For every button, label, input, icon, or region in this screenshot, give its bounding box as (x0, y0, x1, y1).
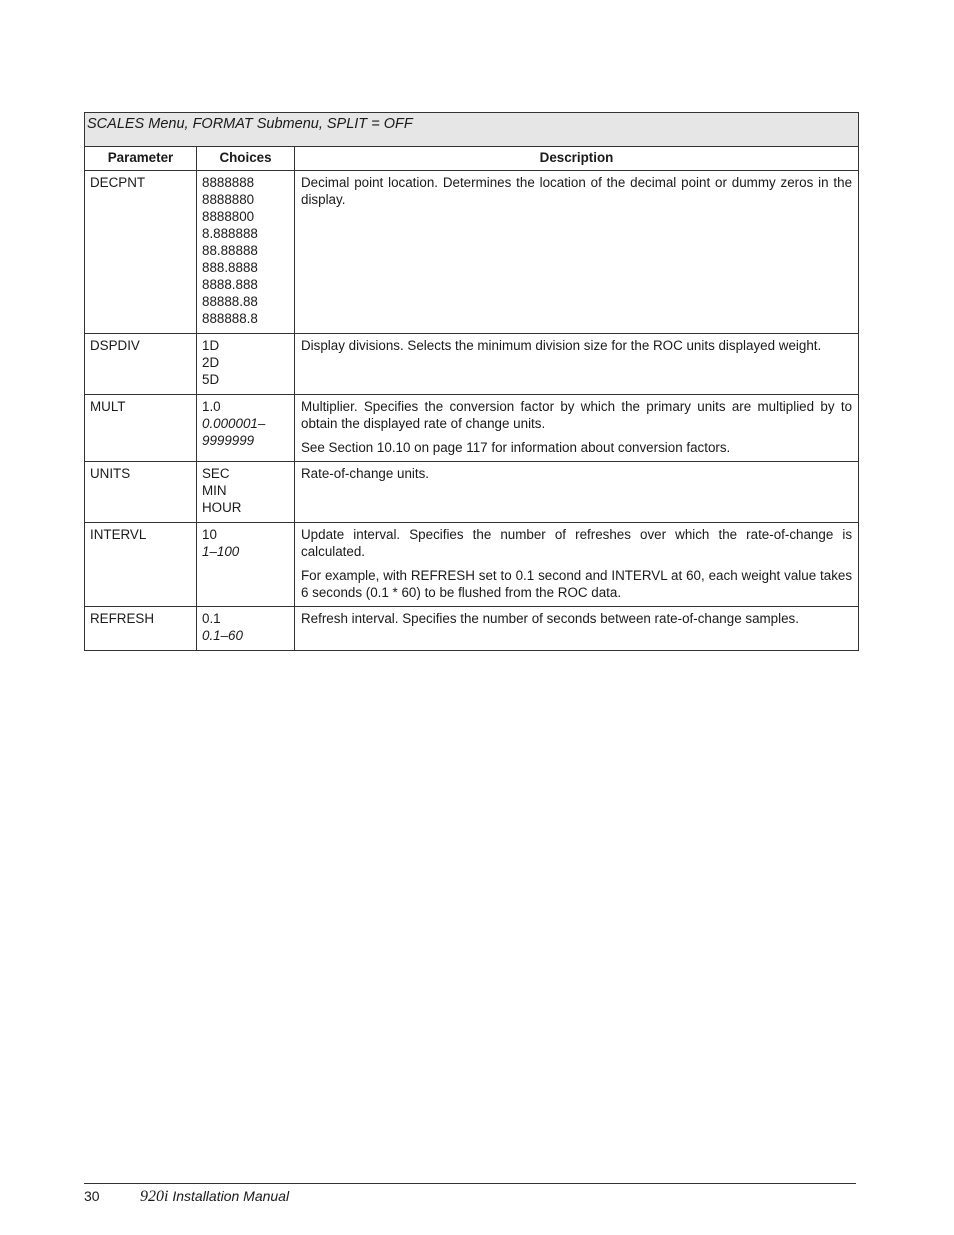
choices-cell (197, 171, 295, 334)
choice-value: 8888800 (202, 209, 255, 224)
choice-value: 88.88888 (202, 243, 258, 258)
choice-range: 0.000001– (202, 416, 266, 431)
choices-cell (197, 334, 295, 395)
choice-value: 8.888888 (202, 226, 258, 241)
manual-title (140, 1188, 289, 1206)
parameter-cell: MULT (85, 395, 197, 462)
choice-value: 8888888 (202, 175, 255, 190)
choice-value: 10 (202, 527, 217, 542)
description-cell (295, 171, 859, 334)
description-paragraph: Display divisions. Selects the minimum division size for the ROC units displayed weight. (301, 338, 822, 353)
table-caption-row (85, 113, 859, 147)
page-number: 30 (84, 1188, 100, 1204)
table-caption: SCALES Menu, FORMAT Submenu, SPLIT = OFF (85, 113, 859, 147)
description-paragraph: Decimal point location. Determines the location of the decimal point or dummy zeros in the display. (301, 175, 853, 207)
header-parameter: Parameter (85, 147, 197, 171)
choice-range: 0.1–60 (202, 628, 243, 643)
choice-value: SEC (202, 466, 230, 481)
parameter-cell: INTERVL (85, 523, 197, 607)
choices-cell (197, 395, 295, 462)
choice-value: 8888.888 (202, 277, 258, 292)
model-name: 920i (140, 1188, 169, 1205)
choice-value: 1.0 (202, 399, 221, 414)
table-header-row (85, 147, 859, 171)
table-row (85, 607, 859, 651)
manual-title-text: Installation Manual (168, 1188, 290, 1204)
table-row (85, 395, 859, 462)
choices-cell (197, 607, 295, 651)
description-cell (295, 462, 859, 523)
table-row (85, 171, 859, 334)
header-choices: Choices (197, 147, 295, 171)
table-body (85, 171, 859, 651)
choices-cell (197, 523, 295, 607)
choice-value: 2D (202, 355, 220, 370)
choice-value: MIN (202, 483, 227, 498)
choice-value: 1D (202, 338, 220, 353)
description-cell (295, 523, 859, 607)
description-paragraph: Refresh interval. Specifies the number of seconds between rate-of-change samples. (301, 611, 799, 626)
parameter-cell: UNITS (85, 462, 197, 523)
parameter-cell: DECPNT (85, 171, 197, 334)
choices-cell (197, 462, 295, 523)
description-paragraph: Rate-of-change units. (301, 466, 430, 481)
choice-value: 888888.8 (202, 311, 258, 326)
choice-value: HOUR (202, 500, 242, 515)
choice-value: 0.1 (202, 611, 221, 626)
choice-value: 888.8888 (202, 260, 258, 275)
choice-value: 5D (202, 372, 220, 387)
description-paragraph: For example, with REFRESH set to 0.1 second and INTERVL at 60, each weight value takes 6 seconds (0.1 * 60) to be flushed from the ROC data. (301, 568, 853, 600)
header-description: Description (295, 147, 859, 171)
description-cell (295, 607, 859, 651)
choice-value: 88888.88 (202, 294, 258, 309)
parameter-cell: DSPDIV (85, 334, 197, 395)
choice-range: 9999999 (202, 433, 255, 448)
table-row (85, 523, 859, 607)
parameter-cell: REFRESH (85, 607, 197, 651)
description-cell (295, 395, 859, 462)
description-cell (295, 334, 859, 395)
choice-range: 1–100 (202, 544, 240, 559)
description-paragraph: Multiplier. Specifies the conversion factor by which the primary units are multiplied by to obtain the displayed rate of change units. (301, 399, 853, 431)
description-paragraph: Update interval. Specifies the number of refreshes over which the rate-of-change is calculated. (301, 527, 853, 559)
choice-value: 8888880 (202, 192, 255, 207)
table-row (85, 462, 859, 523)
table-row (85, 334, 859, 395)
footer-rule (84, 1183, 856, 1184)
description-paragraph: See Section 10.10 on page 117 for information about conversion factors. (301, 440, 731, 455)
parameter-table (84, 112, 859, 651)
